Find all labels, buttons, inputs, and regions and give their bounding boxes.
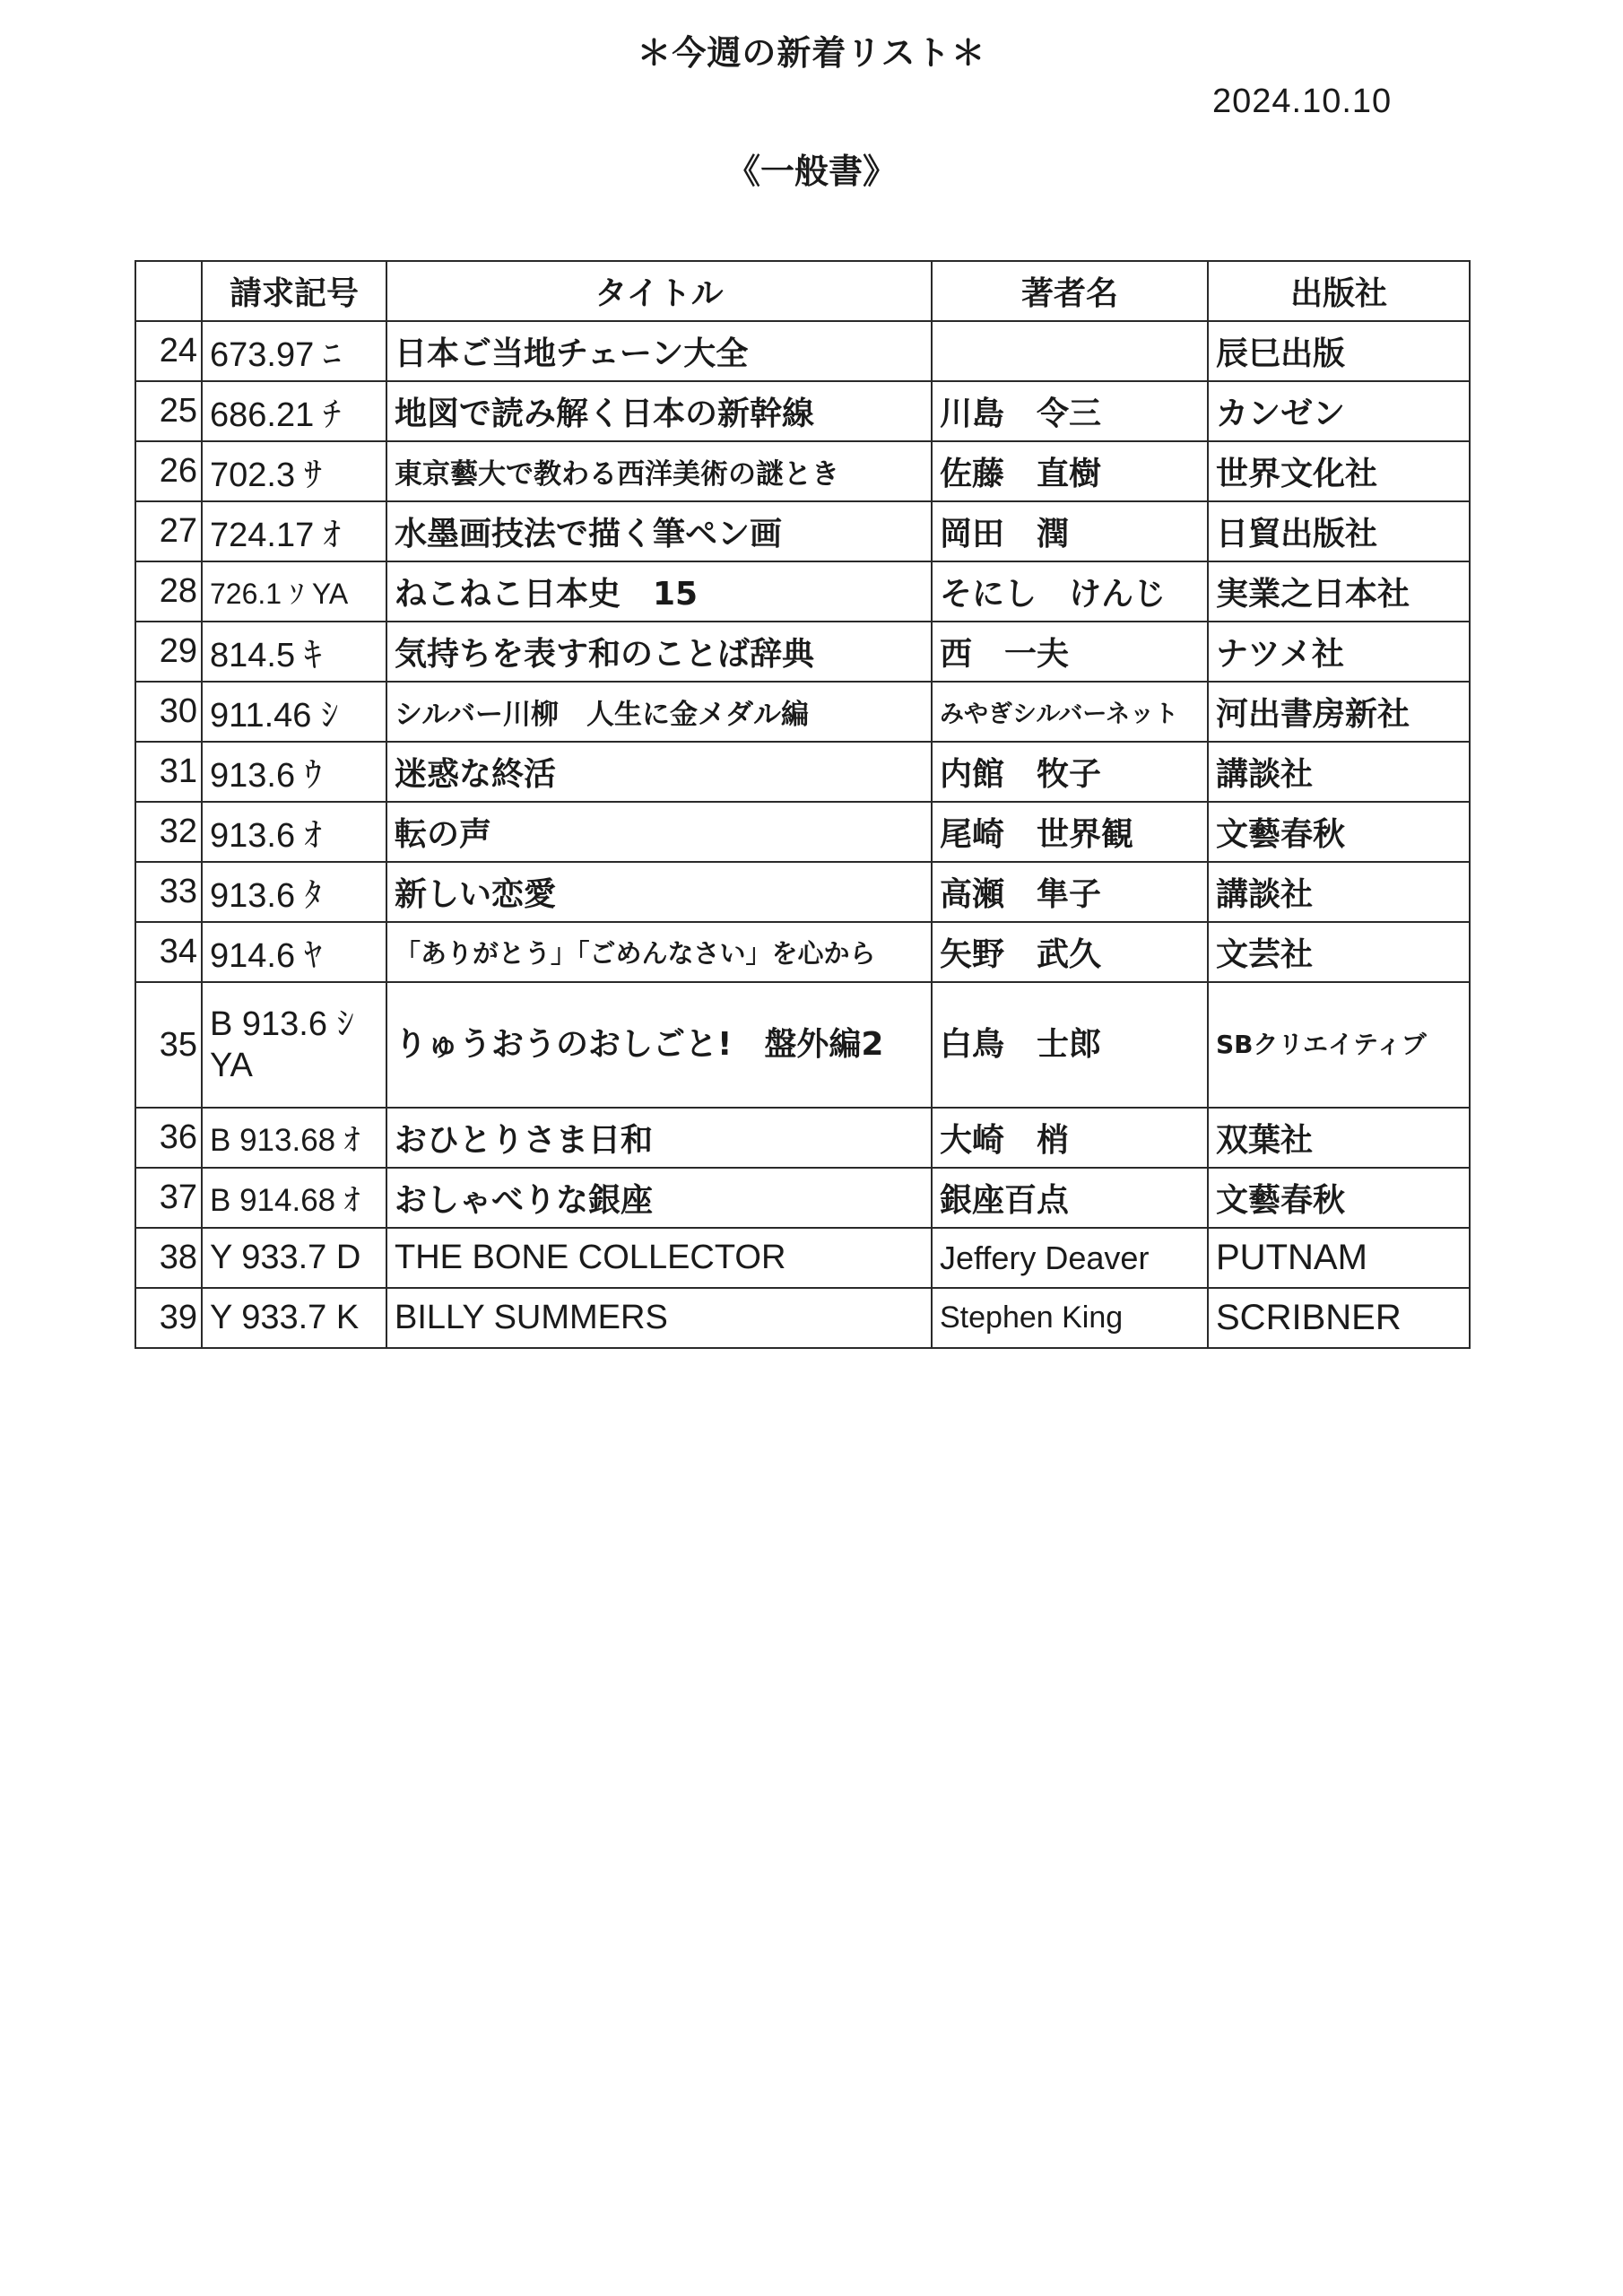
table-row	[135, 1228, 1470, 1288]
book-author: 岡田 潤	[932, 501, 1208, 561]
book-title: 「ありがとう」「ごめんなさい」を心から	[386, 922, 932, 982]
table-row	[135, 1108, 1470, 1168]
table-row	[135, 1168, 1470, 1228]
row-number: 38	[135, 1228, 202, 1288]
book-publisher: 文藝春秋	[1208, 802, 1470, 862]
book-author: 大崎 梢	[932, 1108, 1208, 1168]
call-number: B 914.68 ｵ	[202, 1168, 386, 1228]
row-number: 26	[135, 441, 202, 501]
book-author: 矢野 武久	[932, 922, 1208, 982]
row-number: 35	[135, 982, 202, 1108]
book-publisher: 辰巳出版	[1208, 321, 1470, 381]
row-number: 27	[135, 501, 202, 561]
book-author: 内館 牧子	[932, 742, 1208, 802]
table-row	[135, 682, 1470, 742]
call-number: 914.6 ﾔ	[202, 922, 386, 982]
book-author: 川島 令三	[932, 381, 1208, 441]
table-row	[135, 922, 1470, 982]
book-author: 西 一夫	[932, 622, 1208, 682]
call-number: B 913.68 ｵ	[202, 1108, 386, 1168]
book-author: 高瀬 隼子	[932, 862, 1208, 922]
table-row	[135, 742, 1470, 802]
table-header-row	[135, 261, 1470, 321]
header-call-number: 請求記号	[202, 261, 386, 321]
row-number: 31	[135, 742, 202, 802]
row-number: 30	[135, 682, 202, 742]
book-publisher: SBクリエイティブ	[1208, 982, 1470, 1108]
call-number: 673.97 ﾆ	[202, 321, 386, 381]
table-row	[135, 1288, 1470, 1348]
book-publisher: 世界文化社	[1208, 441, 1470, 501]
book-publisher: 双葉社	[1208, 1108, 1470, 1168]
table-row	[135, 381, 1470, 441]
book-publisher: SCRIBNER	[1208, 1288, 1470, 1348]
call-number: 814.5 ｷ	[202, 622, 386, 682]
section-title: 《一般書》	[725, 152, 897, 191]
table-row	[135, 441, 1470, 501]
header-author: 著者名	[932, 261, 1208, 321]
call-number: B 913.6 ｼ YA	[202, 982, 386, 1108]
book-title: 気持ちを表す和のことば辞典	[386, 622, 932, 682]
book-title: りゅうおうのおしごと! 盤外編2	[386, 982, 932, 1108]
call-number: Y 933.7 K	[202, 1288, 386, 1348]
book-publisher: 文芸社	[1208, 922, 1470, 982]
table-row	[135, 561, 1470, 622]
row-number: 33	[135, 862, 202, 922]
table-row	[135, 622, 1470, 682]
book-publisher: 河出書房新社	[1208, 682, 1470, 742]
book-title: 地図で読み解く日本の新幹線	[386, 381, 932, 441]
book-publisher: PUTNAM	[1208, 1228, 1470, 1288]
table-row	[135, 501, 1470, 561]
book-author: 佐藤 直樹	[932, 441, 1208, 501]
call-number: 913.6 ｵ	[202, 802, 386, 862]
call-number: 726.1 ｿ YA	[202, 561, 386, 622]
book-author	[932, 321, 1208, 381]
row-number: 37	[135, 1168, 202, 1228]
book-publisher: 文藝春秋	[1208, 1168, 1470, 1228]
book-publisher: ナツメ社	[1208, 622, 1470, 682]
book-title: シルバー川柳 人生に金メダル編	[386, 682, 932, 742]
row-number: 34	[135, 922, 202, 982]
call-number: 911.46 ｼ	[202, 682, 386, 742]
book-title: おしゃべりな銀座	[386, 1168, 932, 1228]
row-number: 36	[135, 1108, 202, 1168]
book-publisher: 講談社	[1208, 742, 1470, 802]
book-title: 転の声	[386, 802, 932, 862]
book-author: 銀座百点	[932, 1168, 1208, 1228]
call-number: 913.6 ｳ	[202, 742, 386, 802]
row-number: 32	[135, 802, 202, 862]
table-row	[135, 862, 1470, 922]
book-author: Stephen King	[932, 1288, 1208, 1348]
book-author: そにし けんじ	[932, 561, 1208, 622]
book-author: 白鳥 士郎	[932, 982, 1208, 1108]
row-number: 25	[135, 381, 202, 441]
book-title: THE BONE COLLECTOR	[386, 1228, 932, 1288]
book-publisher: 講談社	[1208, 862, 1470, 922]
book-publisher: 日貿出版社	[1208, 501, 1470, 561]
book-title: 日本ご当地チェーン大全	[386, 321, 932, 381]
call-number: Y 933.7 D	[202, 1228, 386, 1288]
page-title: ＊今週の新着リスト＊	[637, 33, 986, 73]
book-title: 東京藝大で教わる西洋美術の謎とき	[386, 441, 932, 501]
new-arrivals-table	[135, 260, 1471, 1349]
book-title: おひとりさま日和	[386, 1108, 932, 1168]
book-author: Jeffery Deaver	[932, 1228, 1208, 1288]
header-no	[135, 261, 202, 321]
book-title: 迷惑な終活	[386, 742, 932, 802]
table-row	[135, 321, 1470, 381]
call-number: 686.21 ﾁ	[202, 381, 386, 441]
row-number: 29	[135, 622, 202, 682]
row-number: 28	[135, 561, 202, 622]
table-row	[135, 802, 1470, 862]
book-author: みやぎシルバーネット	[932, 682, 1208, 742]
book-author: 尾崎 世界観	[932, 802, 1208, 862]
call-number: 724.17 ｵ	[202, 501, 386, 561]
header-title: タイトル	[386, 261, 932, 321]
row-number: 39	[135, 1288, 202, 1348]
header-publisher: 出版社	[1208, 261, 1470, 321]
book-title: ねこねこ日本史 15	[386, 561, 932, 622]
list-date: 2024.10.10	[1212, 83, 1393, 120]
book-publisher: カンゼン	[1208, 381, 1470, 441]
book-title: BILLY SUMMERS	[386, 1288, 932, 1348]
call-number: 702.3 ｻ	[202, 441, 386, 501]
book-publisher: 実業之日本社	[1208, 561, 1470, 622]
table-row	[135, 982, 1470, 1108]
book-title: 新しい恋愛	[386, 862, 932, 922]
row-number: 24	[135, 321, 202, 381]
book-title: 水墨画技法で描く筆ペン画	[386, 501, 932, 561]
call-number: 913.6 ﾀ	[202, 862, 386, 922]
